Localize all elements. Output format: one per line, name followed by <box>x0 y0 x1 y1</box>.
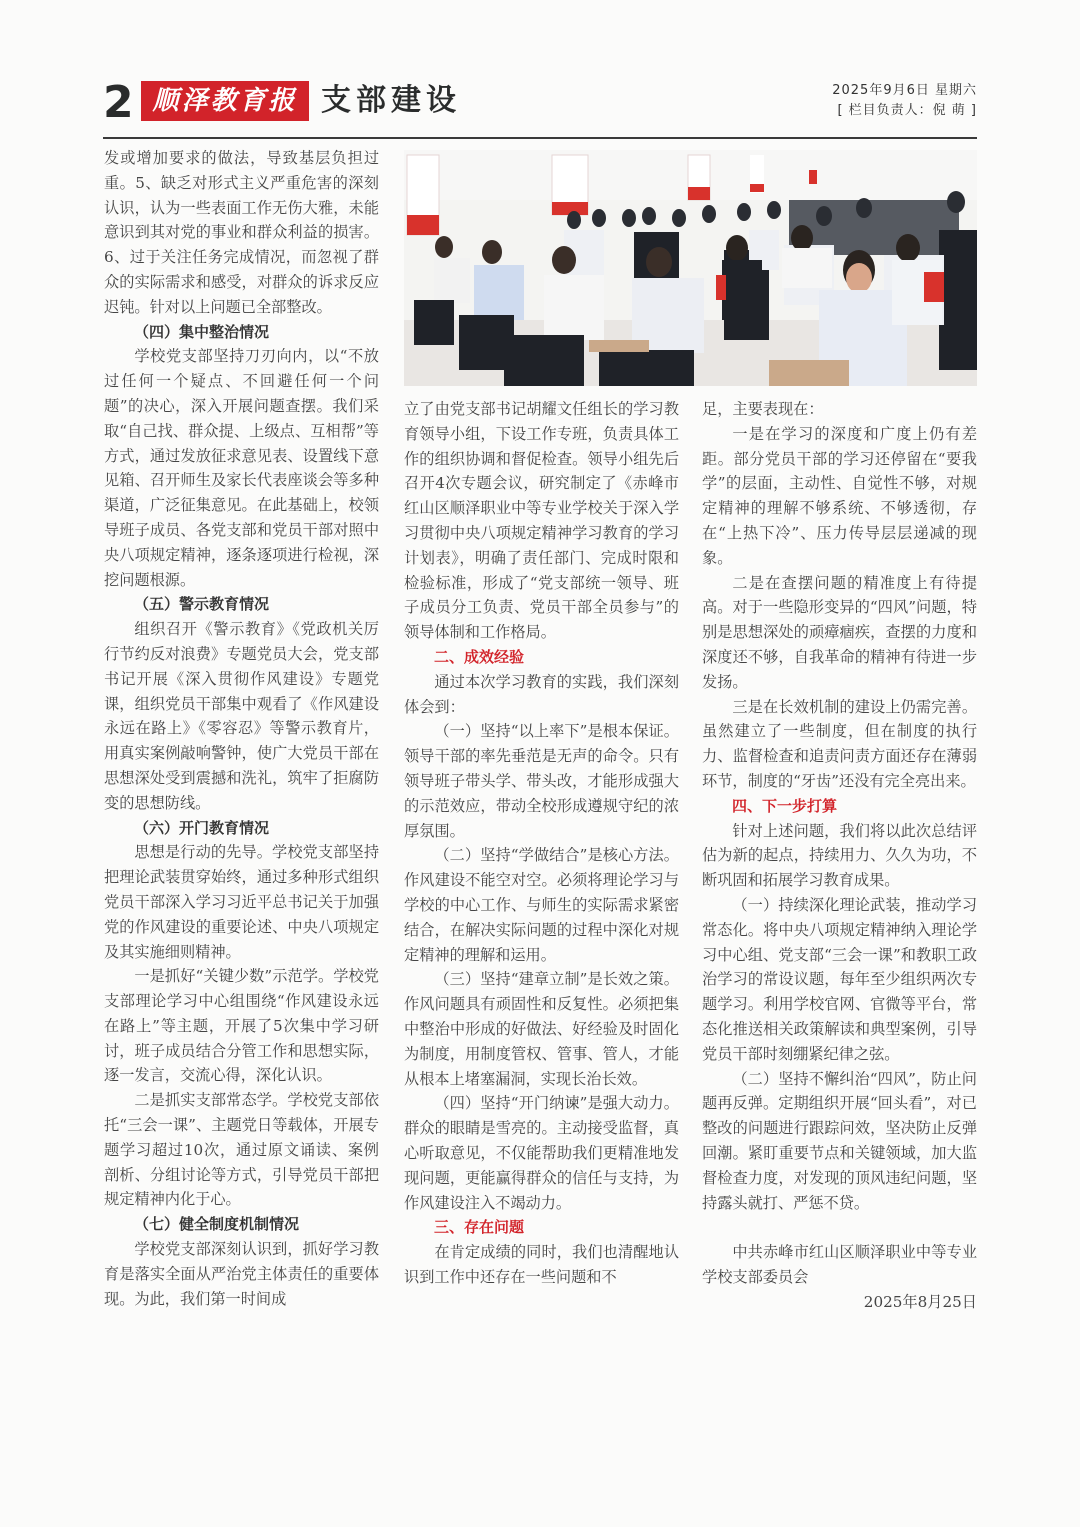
section-heading: 三、存在问题 <box>434 1218 525 1237</box>
paragraph: （四）坚持“开门纳谏”是强大动力。群众的眼睛是雪亮的。主动接受监督，真心听取意见，不仅能帮助我们更精准地发现问题，更能赢得群众的信任与支持，为作风建设注入不竭动力。 <box>404 1094 679 1212</box>
header-rule <box>103 137 977 139</box>
article-column-1 <box>104 146 379 1311</box>
meeting-photo <box>404 150 977 386</box>
paragraph: 二是在查摆问题的精准度上有待提高。对于一些隐形变异的“四风”问题，特别是思想深处的顽瘴痼疾，查摆的力度和深度还不够，自我革命的精神有待进一步发扬。 <box>702 573 977 691</box>
paragraph: 一是抓好“关键少数”示范学。学校党支部理论学习中心组围绕“作风建设永远在路上”等主题，开展了5次集中学习研讨，班子成员结合分管工作和思想实际，逐一发言，交流心得，深化认识。 <box>104 967 379 1085</box>
paragraph: 通过本次学习教育的实践，我们深刻体会到： <box>404 672 679 716</box>
column-editor: [ 栏目负责人：倪 萌 ] <box>837 103 977 118</box>
article-column-2 <box>404 397 679 1290</box>
paragraph: 足，主要表现在： <box>702 400 824 418</box>
paragraph: 组织召开《警示教育》《党政机关厉行节约反对浪费》专题党员大会，党支部书记开展《深入贯彻作风建设》专题党课，组织党员干部集中观看了《作风建设永远在路上》《零容忍》等警示教育片，用真实案例敲响警钟，使广大党员干部在思想深处受到震撼和洗礼，筑牢了拒腐防变的思想防线。 <box>104 620 379 812</box>
paragraph: 思想是行动的先导。学校党支部坚持把理论武装贯穿始终，通过多种形式组织党员干部深入学习习近平总书记关于加强党的作风建设的重要论述、中央八项规定及其实施细则精神。 <box>104 843 379 961</box>
paragraph: 一是在学习的深度和广度上仍有差距。部分党员干部的学习还停留在“要我学”的层面，主动性、自觉性不够，对规定精神的理解不够系统、不够透彻，存在“上热下冷”、压力传导层层递减的现象。 <box>702 424 977 567</box>
page-number: 2 <box>103 77 134 128</box>
paragraph: 学校党支部坚持刀刃向内，以“不放过任何一个疑点、不回避任何一个问题”的决心，深入开展问题查摆。我们采取“自己找、群众提、上级点、互相帮”等方式，通过发放征求意见表、设置线下意见箱、召开师生及家长代表座谈会等多种渠道，广泛征集意见。在此基础上，校领导班子成员、各党支部和党员干部对照中央八项规定精神，逐条逐项进行检视，深挖问题根源。 <box>104 347 379 589</box>
article-column-3 <box>702 397 977 1314</box>
issue-info <box>832 81 977 121</box>
paragraph: 立了由党支部书记胡耀文任组长的学习教育领导小组，下设工作专班，负责具体工作的组织协调和督促检查。领导小组先后召开4次专题会议，研究制定了《赤峰市红山区顺泽职业中等专业学校关于深入学习贯彻中央八项规定精神学习教育的学习计划表》，明确了责任部门、完成时限和检验标准，形成了“党支部统一领导、班子成员分工负责、党员干部全员参与”的领导体制和工作格局。 <box>404 400 679 642</box>
issue-date: 2025年9月6日 星期六 <box>832 83 977 98</box>
paragraph: 三是在长效机制的建设上仍需完善。虽然建立了一些制度，但在制度的执行力、监督检查和追责问责方面还存在薄弱环节，制度的“牙齿”还没有完全亮出来。 <box>702 697 977 790</box>
paragraph: 针对上述问题，我们将以此次总结评估为新的起点，持续用力、久久为功，不断巩固和拓展学习教育成果。 <box>702 821 977 890</box>
paragraph: 中共赤峰市红山区顺泽职业中等专业学校支部委员会 <box>702 1243 977 1286</box>
paragraph: （三）坚持“建章立制”是长效之策。作风问题具有顽固性和反复性。必须把集中整治中形成的好做法、好经验及时固化为制度，用制度管权、管事、管人，才能从根本上堵塞漏洞，实现长治长效。 <box>404 970 679 1088</box>
section-heading: （四）集中整治情况 <box>134 322 270 341</box>
newspaper-logo: 顺泽教育报 <box>141 81 309 121</box>
section-heading: （六）开门教育情况 <box>134 818 270 837</box>
paragraph: （二）坚持不懈纠治“四风”，防止问题再反弹。定期组织开展“回头看”，对已整改的问题进行跟踪问效，坚决防止反弹回潮。紧盯重要节点和关键领域，加大监督检查力度，对发现的顶风违纪问题，坚持露头就打、严惩不贷。 <box>702 1069 977 1212</box>
paragraph: 学校党支部深刻认识到，抓好学习教育是落实全面从严治党主体责任的重要体现。为此，我们第一时间成 <box>104 1240 379 1308</box>
paragraph: （一）持续深化理论武装，推动学习常态化。将中央八项规定精神纳入理论学习中心组、党支部“三会一课”和教职工政治学习的常设议题，每年至少组织两次专题学习。利用学校官网、官微等平台，常态化推送相关政策解读和典型案例，引导党员干部时刻绷紧纪律之弦。 <box>702 895 977 1063</box>
paragraph: 二是抓实支部常态学。学校党支部依托“三会一课”、主题党日等载体，开展专题学习超过10次，通过原文诵读、案例剖析、分组讨论等方式，引导党员干部把规定精神内化于心。 <box>104 1091 379 1209</box>
paragraph: （一）坚持“以上率下”是根本保证。领导干部的率先垂范是无声的命令。只有领导班子带头学、带头改，才能形成强大的示范效应，带动全校形成遵规守纪的浓厚氛围。 <box>404 722 679 840</box>
paragraph: 2025年8月25日 <box>863 1292 977 1311</box>
section-heading: （五）警示教育情况 <box>134 595 270 614</box>
paragraph: （二）坚持“学做结合”是核心方法。作风建设不能空对空。必须将理论学习与学校的中心工作、与师生的实际需求紧密结合，在解决实际问题的过程中深化对规定精神的理解和运用。 <box>404 846 679 964</box>
spacer <box>702 1215 977 1240</box>
section-heading: 四、下一步打算 <box>732 796 838 815</box>
section-title: 支部建设 <box>321 83 461 118</box>
paragraph: 在肯定成绩的同时，我们也清醒地认识到工作中还存在一些问题和不 <box>404 1243 679 1286</box>
section-heading: 二、成效经验 <box>434 647 525 666</box>
section-heading: （七）健全制度机制情况 <box>134 1215 300 1234</box>
paragraph: 发或增加要求的做法，导致基层负担过重。5、缺乏对形式主义严重危害的深刻认识，认为一些表面工作无伤大雅，未能意识到其对党的事业和群众利益的损害。6、过于关注任务完成情况，而忽视了群众的实际需求和感受，对群众的诉求反应迟钝。针对以上问题已全部整改。 <box>104 149 379 316</box>
masthead <box>103 78 977 130</box>
